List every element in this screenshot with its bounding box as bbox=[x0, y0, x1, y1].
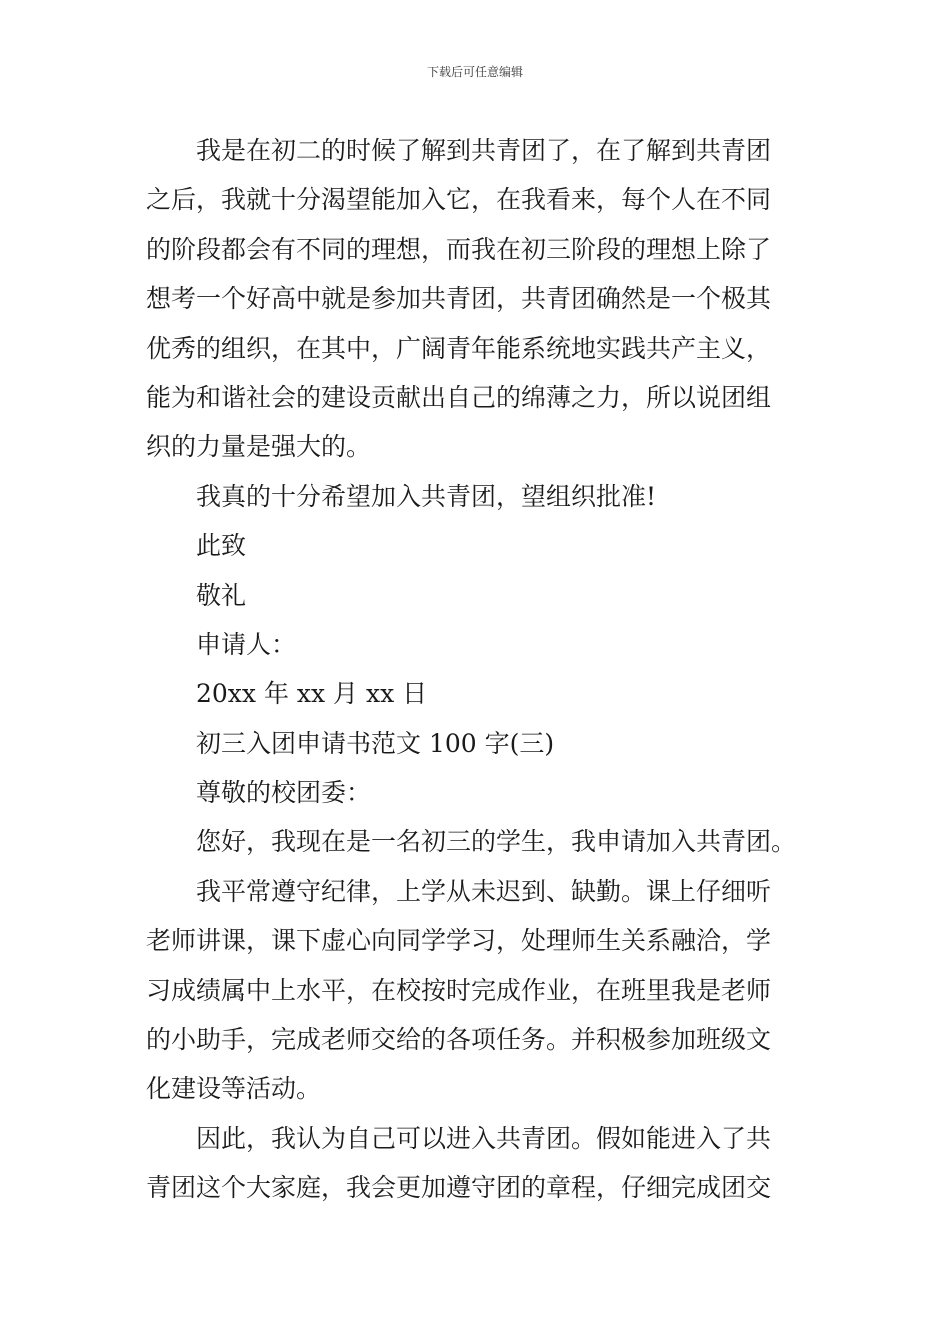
paragraph-line: 的小助手，完成老师交给的各项任务。并积极参加班级文 bbox=[146, 1025, 772, 1055]
paragraph-line: 织的力量是强大的。 bbox=[146, 432, 372, 462]
paragraph-line: 我平常遵守纪律，上学从未迟到、缺勤。课上仔细听 bbox=[196, 876, 772, 906]
paragraph-line: 的阶段都会有不同的理想，而我在初三阶段的理想上除了 bbox=[146, 234, 772, 264]
applicant-label: 申请人： bbox=[196, 629, 297, 659]
closing-salutation: 此致 bbox=[196, 531, 247, 561]
paragraph-line: 我是在初二的时候了解到共青团了，在了解到共青团 bbox=[196, 136, 772, 165]
paragraph-line: 因此，我认为自己可以进入共青团。假如能进入了共 bbox=[196, 1123, 772, 1153]
page-header: 下载后可任意编辑 bbox=[426, 65, 523, 79]
closing-regards: 敬礼 bbox=[196, 580, 247, 610]
paragraph-line: 优秀的组织，在其中，广阔青年能系统地实践共产主义， bbox=[146, 333, 772, 363]
paragraph-line: 能为和谐社会的建设贡献出自己的绵薄之力，所以说团组 bbox=[146, 382, 772, 412]
greeting: 尊敬的校团委： bbox=[196, 778, 372, 808]
paragraph-line: 化建设等活动。 bbox=[146, 1074, 322, 1104]
paragraph-line: 老师讲课，课下虚心向同学学习，处理师生关系融洽，学 bbox=[146, 926, 772, 956]
paragraph-line: 之后，我就十分渴望能加入它，在我看来，每个人在不同 bbox=[146, 185, 772, 215]
paragraph-line: 我真的十分希望加入共青团，望组织批准! bbox=[196, 481, 657, 511]
paragraph-line: 青团这个大家庭，我会更加遵守团的章程，仔细完成团交 bbox=[146, 1173, 772, 1203]
paragraph-line: 习成绩属中上水平，在校按时完成作业，在班里我是老师 bbox=[146, 975, 772, 1005]
paragraph-line: 想考一个好高中就是参加共青团，共青团确然是一个极其 bbox=[146, 284, 772, 314]
section-title: 初三入团申请书范文 100 字(三) bbox=[196, 728, 555, 758]
date-line: 20xx 年 xx 月 xx 日 bbox=[196, 679, 428, 709]
document-body bbox=[146, 126, 808, 1213]
paragraph-line: 您好，我现在是一名初三的学生，我申请加入共青团。 bbox=[196, 827, 797, 857]
